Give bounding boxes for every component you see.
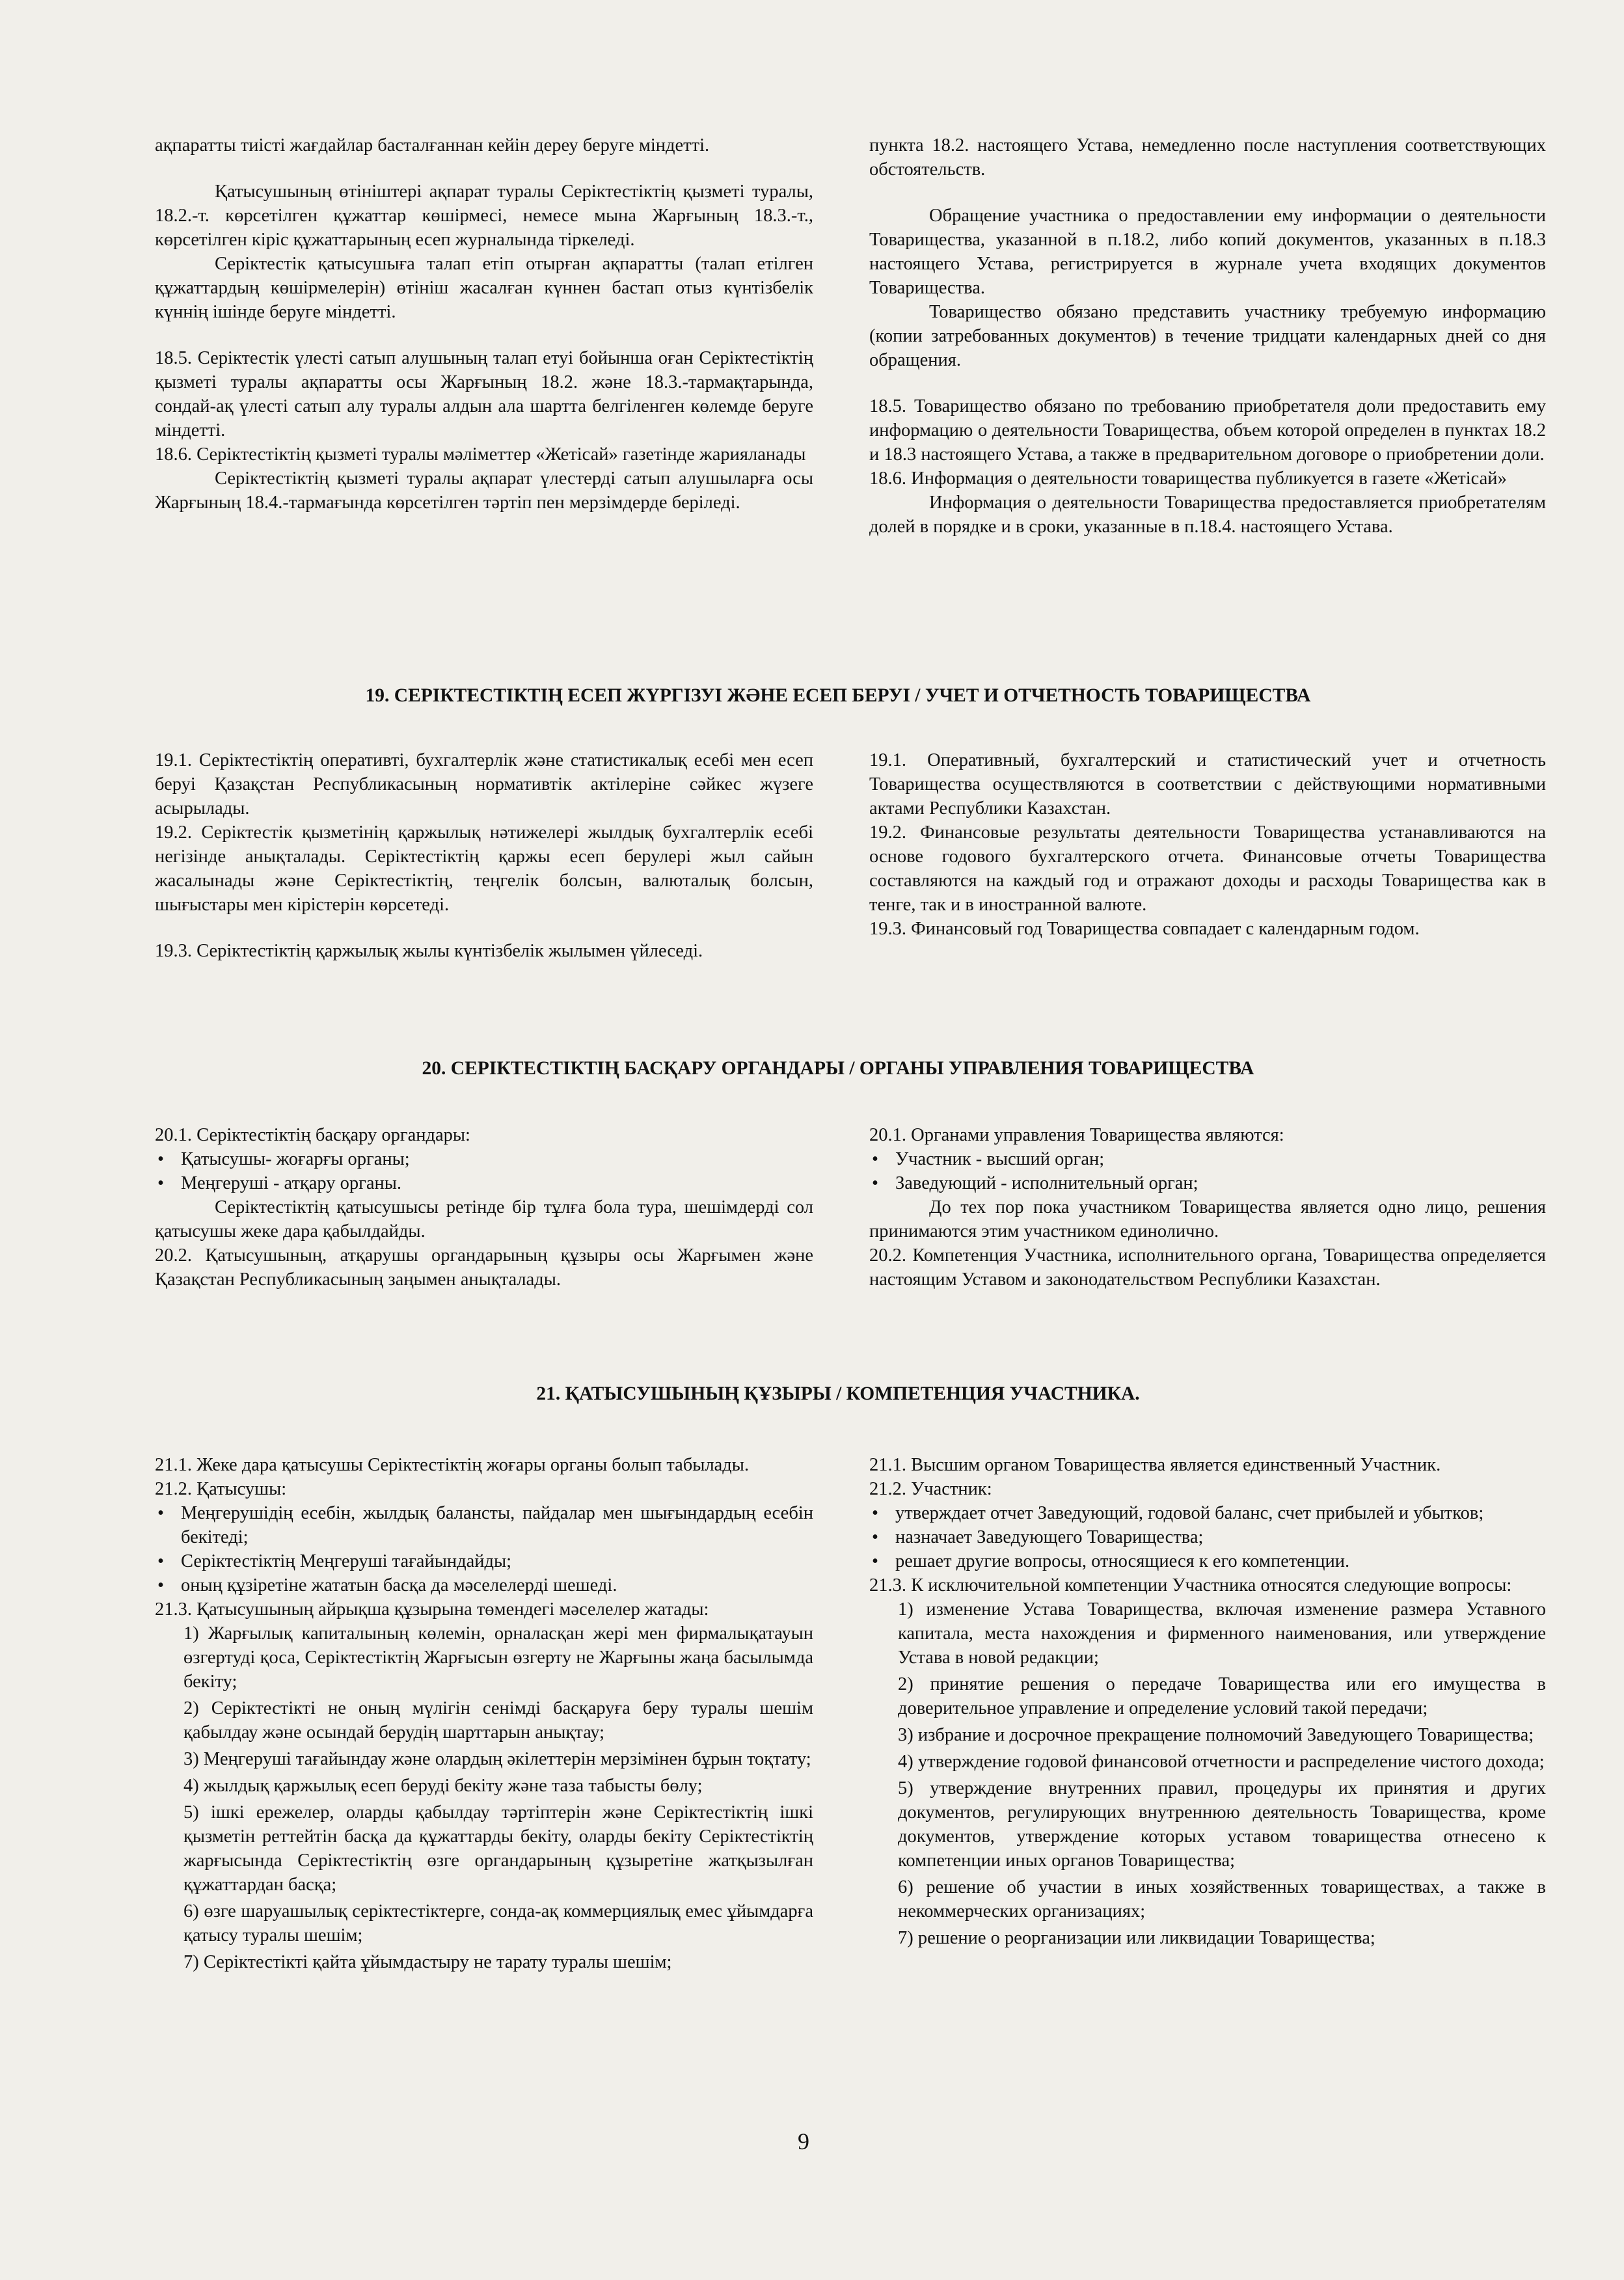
paragraph: 18.6. Серіктестіктің қызметі туралы мәліметтер «Жетісай» газетінде жарияланады <box>155 444 806 465</box>
paragraph: ақпаратты тиісті жағдайлар басталғаннан кейін дереу беруге міндетті. <box>155 135 710 156</box>
section-19-left <box>155 748 813 963</box>
paragraph: 19.3. Серіктестіктің қаржылық жылы күнтізбелік жылымен үйлеседі. <box>155 941 703 961</box>
list-item: 7) Серіктестікті қайта ұйымдастыру не тарату туралы шешім; <box>183 1952 672 1972</box>
list-item: 3) избрание и досрочное прекращение полномочий Заведующего Товарищества; <box>898 1725 1534 1745</box>
section-heading: 19. СЕРІКТЕСТІКТІҢ ЕСЕП ЖҮРГІЗУІ ЖӘНЕ ЕСЕП БЕРУІ / УЧЕТ И ОТЧЕТНОСТЬ ТОВАРИЩЕСТВА <box>365 685 1311 706</box>
section-19-right <box>869 748 1546 941</box>
paragraph: 19.2. Финансовые результаты деятельности Товарищества устанавливаются на основе годового бухгалтерского отчета. Финансовые отчеты Товарищества составляются на каждый год и отражают доходы и расходы Товарищества как в тенге, так и в иностранной валюте. <box>869 822 1546 915</box>
paragraph: 21.2. Қатысушы: <box>155 1479 287 1499</box>
list-item: • оның құзіретіне жататын басқа да мәселелерді шешеді. <box>155 1573 813 1597</box>
paragraph: 19.1. Серіктестіктің оперативті, бухгалтерлік және статистикалық есебі мен есеп беруі Қазақстан Республикасының нормативтік актілеріне сәйкес жүзеге асырылады. <box>155 750 813 819</box>
paragraph: 21.2. Участник: <box>869 1479 992 1499</box>
paragraph: 20.1. Серіктестіктің басқару органдары: <box>155 1125 470 1145</box>
paragraph: 21.3. Қатысушының айрықша құзырына төмендегі мәселелер жатады: <box>155 1599 709 1620</box>
top-right-column <box>869 133 1546 539</box>
list-item: 3) Меңгеруші тағайындау және олардың әкілеттерін мерзімінен бұрын тоқтату; <box>183 1749 811 1769</box>
list-item: 2) принятие решения о передаче Товарищества или его имущества в доверительное управление и определение условий такой передачи; <box>898 1674 1546 1718</box>
paragraph: 19.1. Оперативный, бухгалтерский и статистический учет и отчетность Товарищества осуществляются в соответствии с действующими нормативными актами Республики Казахстан. <box>869 750 1546 819</box>
paragraph: 18.5. Серіктестік үлесті сатып алушының талап етуі бойынша оған Серіктестіктің қызметі туралы ақпаратты осы Жарғының 18.2. және 18.3.-тармақтарында, сондай-ақ үлесті сатып алу туралы алдын ала шартта белгіленген көлемде беруге міндетті. <box>155 348 813 441</box>
list-item: • Меңгерушідің есебін, жылдық балансты, пайдалар мен шығындардың есебін бекітеді; <box>155 1501 813 1549</box>
paragraph: пункта 18.2. настоящего Устава, немедленно после наступления соответствующих обстоятельств. <box>869 135 1546 180</box>
list-item: 5) ішкі ережелер, оларды қабылдау тәртіптерін және Серіктестіктің ішкі қызметін реттейтін басқа да құжаттарды бекіту, оларды бекіту Серіктестіктің жарғысында Серіктестіктің өзге органдарының құзыретіне жатқызылған құжаттардан басқа; <box>183 1802 813 1895</box>
paragraph: 18.5. Товарищество обязано по требованию приобретателя доли предоставить ему информацию о деятельности Товарищества, объем которой определен в пунктах 18.2 и 18.3 настоящего Устава, а также в предварительном договоре о приобретении доли. <box>869 396 1546 465</box>
list-item: 4) жылдық қаржылық есеп беруді бекіту және таза табысты бөлу; <box>183 1776 703 1796</box>
section-20-right <box>869 1123 1546 1292</box>
list-item: • решает другие вопросы, относящиеся к его компетенции. <box>869 1549 1546 1573</box>
list-item: • Меңгеруші - атқару органы. <box>155 1171 813 1195</box>
list-item: • Заведующий - исполнительный орган; <box>869 1171 1546 1195</box>
list-item: • Серіктестіктің Меңгеруші тағайындайды; <box>155 1549 813 1573</box>
paragraph: 20.1. Органами управления Товарищества являются: <box>869 1125 1284 1145</box>
paragraph: 21.1. Жеке дара қатысушы Серіктестіктің жоғары органы болып табылады. <box>155 1455 750 1475</box>
paragraph: 21.1. Высшим органом Товарищества является единственный Участник. <box>869 1455 1441 1475</box>
paragraph: 21.3. К исключительной компетенции Участника относятся следующие вопросы: <box>869 1575 1512 1595</box>
paragraph: 18.6. Информация о деятельности товарищества публикуется в газете «Жетісай» <box>869 468 1507 489</box>
section-21-left <box>155 1453 813 1977</box>
list-item: • Участник - высший орган; <box>869 1147 1546 1171</box>
section-heading: 21. ҚАТЫСУШЫНЫҢ ҚҰЗЫРЫ / КОМПЕТЕНЦИЯ УЧАСТНИКА. <box>536 1383 1140 1404</box>
list-item: • назначает Заведующего Товарищества; <box>869 1525 1546 1549</box>
section-heading: 20. СЕРІКТЕСТІКТІҢ БАСҚАРУ ОРГАНДАРЫ / ОРГАНЫ УПРАВЛЕНИЯ ТОВАРИЩЕСТВА <box>422 1058 1254 1079</box>
list-item: 6) өзге шаруашылық серіктестіктерге, сонда-ақ коммерциялық емес ұйымдарға қатысу туралы шешім; <box>183 1901 813 1946</box>
list-item: 2) Серіктестікті не оның мүлігін сенімді басқаруға беру туралы шешім қабылдау және осындай берудің шарттарын анықтау; <box>183 1698 813 1743</box>
paragraph: Товарищество обязано представить участнику требуемую информацию (копии затребованных документов) в течение тридцати календарных дней со дня обращения. <box>869 302 1546 370</box>
list-item: 7) решение о реорганизации или ликвидации Товарищества; <box>898 1928 1375 1948</box>
paragraph: 20.2. Қатысушының, атқарушы органдарының құзыры осы Жарғымен және Қазақстан Республикасының заңымен анықталады. <box>155 1245 813 1290</box>
paragraph: Серіктестік қатысушыға талап етіп отырған ақпаратты (талап етілген құжаттардың көшірмелерін) өтініш жасалған күннен бастап отыз күнтізбелік күннің ішінде беруге міндетті. <box>155 254 813 322</box>
paragraph: 19.2. Серіктестік қызметінің қаржылық нәтижелері жылдық бухгалтерлік есебі негізінде анықталады. Серіктестіктің қаржы есеп берулері жыл сайын жасалынады және Серіктестіктің, теңгелік болсын, валюталық болсын, шығыстары мен кірістерін көрсетеді. <box>155 822 813 915</box>
paragraph: 19.3. Финансовый год Товарищества совпадает с календарным годом. <box>869 919 1420 939</box>
list-item: • Қатысушы- жоғарғы органы; <box>155 1147 813 1171</box>
list-item: 1) Жарғылық капиталының көлемін, орналасқан жері мен фирмалықатауын өзгертуді қоса, Серіктестіктің Жарғысын өзгерту не Жарғыны жаңа басылымда бекіту; <box>183 1623 813 1692</box>
list-item: 5) утверждение внутренних правил, процедуры их принятия и других документов, регулирующих внутреннюю деятельность Товарищества, кроме документов, утверждение которых уставом товарищества отнесено к компетенции иных органов Товарищества; <box>898 1778 1546 1871</box>
paragraph: Обращение участника о предоставлении ему информации о деятельности Товарищества, указанной в п.18.2, либо копий документов, указанных в п.18.3 настоящего Устава, регистрируется в журнале учета входящих документов Товарищества. <box>869 206 1546 298</box>
section-20-left <box>155 1123 813 1292</box>
list-item: 6) решение об участии в иных хозяйственных товариществах, а также в некоммерческих организациях; <box>898 1877 1546 1921</box>
paragraph: 20.2. Компетенция Участника, исполнительного органа, Товарищества определяется настоящим Уставом и законодательством Республики Казахстан. <box>869 1245 1546 1290</box>
paragraph: До тех пор пока участником Товарищества является одно лицо, решения принимаются этим участником единолично. <box>869 1197 1546 1242</box>
top-left-column <box>155 133 813 515</box>
list-item: 1) изменение Устава Товарищества, включая изменение размера Уставного капитала, места нахождения и фирменного наименования, или утверждение Устава в новой редакции; <box>898 1599 1546 1668</box>
list-item: 4) утверждение годовой финансовой отчетности и распределение чистого дохода; <box>898 1752 1545 1772</box>
list-item: • утверждает отчет Заведующий, годовой баланс, счет прибылей и убытков; <box>869 1501 1546 1525</box>
paragraph: Қатысушының өтініштері ақпарат туралы Серіктестіктің қызметі туралы, 18.2.-т. көрсетілген құжаттар көшірмесі, немесе мына Жарғының 18.3.-т., көрсетілген кіріс құжаттарының есеп журналында тіркеледі. <box>155 182 813 250</box>
paragraph: Серіктестіктің қызметі туралы ақпарат үлестерді сатып алушыларға осы Жарғының 18.4.-тармағында көрсетілген тәртіп пен мерзімдерде беріледі. <box>155 468 813 513</box>
paragraph: Серіктестіктің қатысушысы ретінде бір тұлға бола тура, шешімдерді сол қатысушы жеке дара қабылдайды. <box>155 1197 813 1242</box>
paragraph: Информация о деятельности Товарищества предоставляется приобретателям долей в порядке и в сроки, указанные в п.18.4. настоящего Устава. <box>869 493 1546 537</box>
page-number: 9 <box>798 2128 809 2154</box>
section-21-right <box>869 1453 1546 1953</box>
